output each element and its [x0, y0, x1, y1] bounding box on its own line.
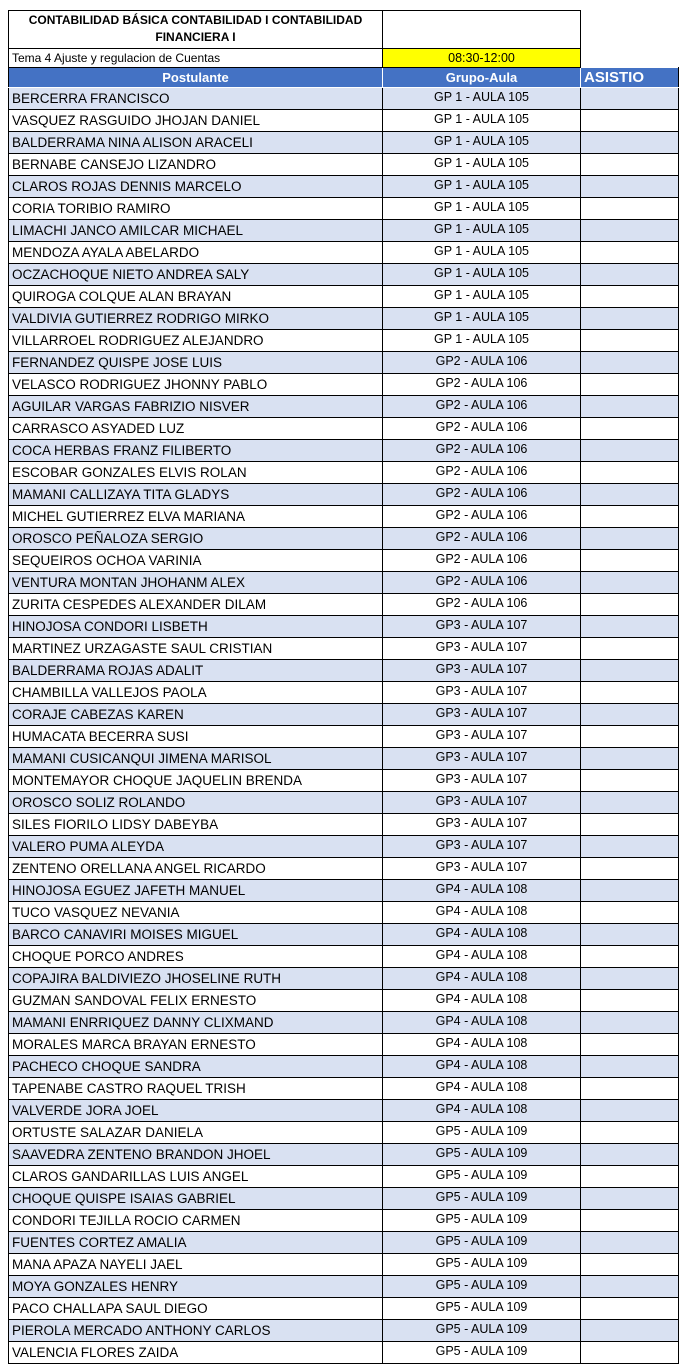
table-row	[9, 242, 679, 264]
postulante-cell[interactable]: OROSCO PEÑALOZA SERGIO	[9, 528, 383, 550]
table-row	[9, 1342, 679, 1364]
time-cell[interactable]: 08:30-12:00	[383, 49, 581, 68]
table-row	[9, 1078, 679, 1100]
asistio-cell[interactable]	[581, 880, 679, 902]
grupo-aula-cell[interactable]: GP 1 - AULA 105	[383, 110, 581, 132]
postulante-cell[interactable]: VELASCO RODRIGUEZ JHONNY PABLO	[9, 374, 383, 396]
postulante-cell[interactable]: CLAROS ROJAS DENNIS MARCELO	[9, 176, 383, 198]
asistio-cell[interactable]	[581, 550, 679, 572]
asistio-cell[interactable]	[581, 176, 679, 198]
postulante-cell[interactable]: PACHECO CHOQUE SANDRA	[9, 1056, 383, 1078]
table-row	[9, 748, 679, 770]
postulante-cell[interactable]: FUENTES CORTEZ AMALIA	[9, 1232, 383, 1254]
postulante-cell[interactable]: OCZACHOQUE NIETO ANDREA SALY	[9, 264, 383, 286]
asistio-cell[interactable]	[581, 440, 679, 462]
postulante-cell[interactable]: SAAVEDRA ZENTENO BRANDON JHOEL	[9, 1144, 383, 1166]
table-row	[9, 946, 679, 968]
table-row	[9, 902, 679, 924]
table-row	[9, 660, 679, 682]
asistio-cell[interactable]	[581, 792, 679, 814]
grupo-aula-cell[interactable]: GP3 - AULA 107	[383, 770, 581, 792]
asistio-cell[interactable]	[581, 1166, 679, 1188]
table-row	[9, 1122, 679, 1144]
postulante-cell[interactable]: BERCERRA FRANCISCO	[9, 88, 383, 110]
postulante-cell[interactable]: BALDERRAMA ROJAS ADALIT	[9, 660, 383, 682]
postulante-cell[interactable]: VALERO PUMA ALEYDA	[9, 836, 383, 858]
asistio-cell[interactable]	[581, 1034, 679, 1056]
table-row	[9, 924, 679, 946]
grupo-aula-cell[interactable]: GP3 - AULA 107	[383, 682, 581, 704]
grupo-aula-cell[interactable]: GP4 - AULA 108	[383, 1034, 581, 1056]
grupo-aula-cell[interactable]: GP5 - AULA 109	[383, 1342, 581, 1364]
postulante-cell[interactable]: COCA HERBAS FRANZ FILIBERTO	[9, 440, 383, 462]
asistio-cell[interactable]	[581, 1056, 679, 1078]
asistio-cell[interactable]	[581, 616, 679, 638]
grupo-aula-cell[interactable]: GP5 - AULA 109	[383, 1254, 581, 1276]
asistio-cell[interactable]	[581, 1012, 679, 1034]
table-row	[9, 88, 679, 110]
postulante-cell[interactable]: OROSCO SOLIZ ROLANDO	[9, 792, 383, 814]
grupo-aula-cell[interactable]: GP2 - AULA 106	[383, 352, 581, 374]
table-row	[9, 572, 679, 594]
table-row	[9, 836, 679, 858]
grupo-aula-cell[interactable]: GP2 - AULA 106	[383, 462, 581, 484]
table-row	[9, 396, 679, 418]
postulante-cell[interactable]: CLAROS GANDARILLAS LUIS ANGEL	[9, 1166, 383, 1188]
course-title-line2: FINANCIERA I	[155, 30, 236, 44]
asistio-cell[interactable]	[581, 462, 679, 484]
asistio-cell[interactable]	[581, 770, 679, 792]
table-row	[9, 682, 679, 704]
asistio-cell[interactable]	[581, 396, 679, 418]
table-row	[9, 286, 679, 308]
table-row	[9, 1166, 679, 1188]
asistio-cell[interactable]	[581, 220, 679, 242]
grupo-aula-cell[interactable]: GP2 - AULA 106	[383, 396, 581, 418]
asistio-cell[interactable]	[581, 418, 679, 440]
grupo-aula-cell[interactable]: GP2 - AULA 106	[383, 528, 581, 550]
column-header-postulante[interactable]: Postulante	[9, 68, 383, 88]
asistio-cell[interactable]	[581, 1232, 679, 1254]
grupo-aula-cell[interactable]: GP5 - AULA 109	[383, 1144, 581, 1166]
table-row	[9, 858, 679, 880]
table-row	[9, 1276, 679, 1298]
grupo-aula-cell[interactable]: GP2 - AULA 106	[383, 484, 581, 506]
asistio-cell[interactable]	[581, 484, 679, 506]
postulante-cell[interactable]: PACO CHALLAPA SAUL DIEGO	[9, 1298, 383, 1320]
empty-header-cell[interactable]	[383, 11, 581, 49]
postulante-cell[interactable]: SILES FIORILO LIDSY DABEYBA	[9, 814, 383, 836]
table-row	[9, 374, 679, 396]
grupo-aula-cell[interactable]: GP5 - AULA 109	[383, 1210, 581, 1232]
grupo-aula-cell[interactable]: GP5 - AULA 109	[383, 1188, 581, 1210]
asistio-cell[interactable]	[581, 1078, 679, 1100]
postulante-cell[interactable]: GUZMAN SANDOVAL FELIX ERNESTO	[9, 990, 383, 1012]
table-row	[9, 1034, 679, 1056]
table-row	[9, 484, 679, 506]
postulante-cell[interactable]: ORTUSTE SALAZAR DANIELA	[9, 1122, 383, 1144]
grupo-aula-cell[interactable]: GP4 - AULA 108	[383, 902, 581, 924]
grupo-aula-cell[interactable]: GP4 - AULA 108	[383, 1012, 581, 1034]
table-row	[9, 176, 679, 198]
grupo-aula-cell[interactable]: GP4 - AULA 108	[383, 1056, 581, 1078]
asistio-cell[interactable]	[581, 836, 679, 858]
table-row	[9, 550, 679, 572]
asistio-cell[interactable]	[581, 924, 679, 946]
asistio-cell[interactable]	[581, 110, 679, 132]
asistio-cell[interactable]	[581, 660, 679, 682]
grupo-aula-cell[interactable]: GP5 - AULA 109	[383, 1276, 581, 1298]
postulante-cell[interactable]: MAMANI CUSICANQUI JIMENA MARISOL	[9, 748, 383, 770]
asistio-cell[interactable]	[581, 264, 679, 286]
grupo-aula-cell[interactable]: GP 1 - AULA 105	[383, 308, 581, 330]
postulante-cell[interactable]: VILLARROEL RODRIGUEZ ALEJANDRO	[9, 330, 383, 352]
asistio-cell[interactable]	[581, 572, 679, 594]
table-row	[9, 990, 679, 1012]
grupo-aula-cell[interactable]: GP5 - AULA 109	[383, 1232, 581, 1254]
asistio-cell[interactable]	[581, 704, 679, 726]
grupo-aula-cell[interactable]: GP4 - AULA 108	[383, 968, 581, 990]
table-row	[9, 726, 679, 748]
asistio-cell[interactable]	[581, 154, 679, 176]
postulante-cell[interactable]: LIMACHI JANCO AMILCAR MICHAEL	[9, 220, 383, 242]
asistio-cell[interactable]	[581, 726, 679, 748]
grupo-aula-cell[interactable]: GP3 - AULA 107	[383, 858, 581, 880]
grupo-aula-cell[interactable]: GP 1 - AULA 105	[383, 176, 581, 198]
postulante-cell[interactable]: CORIA TORIBIO RAMIRO	[9, 198, 383, 220]
asistio-cell[interactable]	[581, 1122, 679, 1144]
table-row	[9, 154, 679, 176]
table-row	[9, 110, 679, 132]
grupo-aula-cell[interactable]: GP2 - AULA 106	[383, 418, 581, 440]
postulante-cell[interactable]: ZENTENO ORELLANA ANGEL RICARDO	[9, 858, 383, 880]
blank-cell	[581, 11, 679, 49]
postulante-cell[interactable]: COPAJIRA BALDIVIEZO JHOSELINE RUTH	[9, 968, 383, 990]
asistio-cell[interactable]	[581, 1254, 679, 1276]
asistio-cell[interactable]	[581, 352, 679, 374]
table-row	[9, 1320, 679, 1342]
column-header-asistio[interactable]: ASISTIO	[581, 68, 679, 88]
postulante-cell[interactable]: ZURITA CESPEDES ALEXANDER DILAM	[9, 594, 383, 616]
asistio-cell[interactable]	[581, 1188, 679, 1210]
grupo-aula-cell[interactable]: GP2 - AULA 106	[383, 440, 581, 462]
grupo-aula-cell[interactable]: GP2 - AULA 106	[383, 594, 581, 616]
postulante-cell[interactable]: MANA APAZA NAYELI JAEL	[9, 1254, 383, 1276]
grupo-aula-cell[interactable]: GP 1 - AULA 105	[383, 88, 581, 110]
title-row	[9, 11, 679, 49]
table-row	[9, 704, 679, 726]
table-row	[9, 462, 679, 484]
postulante-cell[interactable]: CHOQUE PORCO ANDRES	[9, 946, 383, 968]
topic-row	[9, 49, 679, 68]
table-row	[9, 440, 679, 462]
postulante-cell[interactable]: MENDOZA AYALA ABELARDO	[9, 242, 383, 264]
column-header-row	[9, 68, 679, 88]
table-row	[9, 330, 679, 352]
table-row	[9, 1144, 679, 1166]
grupo-aula-cell[interactable]: GP3 - AULA 107	[383, 660, 581, 682]
asistio-cell[interactable]	[581, 814, 679, 836]
asistio-cell[interactable]	[581, 858, 679, 880]
table-row	[9, 528, 679, 550]
postulante-cell[interactable]: TUCO VASQUEZ NEVANIA	[9, 902, 383, 924]
asistio-cell[interactable]	[581, 594, 679, 616]
grupo-aula-cell[interactable]: GP3 - AULA 107	[383, 704, 581, 726]
postulante-cell[interactable]: BERNABE CANSEJO LIZANDRO	[9, 154, 383, 176]
grupo-aula-cell[interactable]: GP4 - AULA 108	[383, 990, 581, 1012]
postulante-cell[interactable]: CARRASCO ASYADED LUZ	[9, 418, 383, 440]
postulante-cell[interactable]: BALDERRAMA NINA ALISON ARACELI	[9, 132, 383, 154]
table-row	[9, 792, 679, 814]
topic-cell[interactable]: Tema 4 Ajuste y regulacion de Cuentas	[9, 49, 383, 68]
asistio-cell[interactable]	[581, 638, 679, 660]
postulante-cell[interactable]: BARCO CANAVIRI MOISES MIGUEL	[9, 924, 383, 946]
grupo-aula-cell[interactable]: GP 1 - AULA 105	[383, 154, 581, 176]
postulante-cell[interactable]: MARTINEZ URZAGASTE SAUL CRISTIAN	[9, 638, 383, 660]
grupo-aula-cell[interactable]: GP5 - AULA 109	[383, 1122, 581, 1144]
table-row	[9, 352, 679, 374]
grupo-aula-cell[interactable]: GP3 - AULA 107	[383, 748, 581, 770]
asistio-cell[interactable]	[581, 198, 679, 220]
asistio-cell[interactable]	[581, 682, 679, 704]
grupo-aula-cell[interactable]: GP3 - AULA 107	[383, 814, 581, 836]
grupo-aula-cell[interactable]: GP2 - AULA 106	[383, 506, 581, 528]
asistio-cell[interactable]	[581, 132, 679, 154]
table-row	[9, 506, 679, 528]
postulante-cell[interactable]: SEQUEIROS OCHOA VARINIA	[9, 550, 383, 572]
grupo-aula-cell[interactable]: GP 1 - AULA 105	[383, 264, 581, 286]
table-row	[9, 1210, 679, 1232]
postulante-cell[interactable]: PIEROLA MERCADO ANTHONY CARLOS	[9, 1320, 383, 1342]
table-row	[9, 1188, 679, 1210]
postulante-cell[interactable]: HINOJOSA EGUEZ JAFETH MANUEL	[9, 880, 383, 902]
grupo-aula-cell[interactable]: GP4 - AULA 108	[383, 1078, 581, 1100]
table-row	[9, 308, 679, 330]
postulante-cell[interactable]: AGUILAR VARGAS FABRIZIO NISVER	[9, 396, 383, 418]
postulante-cell[interactable]: VENTURA MONTAN JHOHANM ALEX	[9, 572, 383, 594]
postulante-cell[interactable]: CONDORI TEJILLA ROCIO CARMEN	[9, 1210, 383, 1232]
grupo-aula-cell[interactable]: GP3 - AULA 107	[383, 836, 581, 858]
grupo-aula-cell[interactable]: GP 1 - AULA 105	[383, 132, 581, 154]
grupo-aula-cell[interactable]: GP 1 - AULA 105	[383, 220, 581, 242]
table-row	[9, 1298, 679, 1320]
postulante-cell[interactable]: CHOQUE QUISPE ISAIAS GABRIEL	[9, 1188, 383, 1210]
grupo-aula-cell[interactable]: GP5 - AULA 109	[383, 1320, 581, 1342]
postulante-cell[interactable]: MAMANI CALLIZAYA TITA GLADYS	[9, 484, 383, 506]
postulante-cell[interactable]: MORALES MARCA BRAYAN ERNESTO	[9, 1034, 383, 1056]
postulante-cell[interactable]: MICHEL GUTIERREZ ELVA MARIANA	[9, 506, 383, 528]
table-row	[9, 638, 679, 660]
table-row	[9, 968, 679, 990]
asistio-cell[interactable]	[581, 242, 679, 264]
asistio-cell[interactable]	[581, 374, 679, 396]
grupo-aula-cell[interactable]: GP3 - AULA 107	[383, 726, 581, 748]
asistio-cell[interactable]	[581, 990, 679, 1012]
table-row	[9, 814, 679, 836]
grupo-aula-cell[interactable]: GP3 - AULA 107	[383, 792, 581, 814]
table-row	[9, 1232, 679, 1254]
table-row	[9, 198, 679, 220]
asistio-cell[interactable]	[581, 330, 679, 352]
asistio-cell[interactable]	[581, 748, 679, 770]
asistio-cell[interactable]	[581, 286, 679, 308]
asistio-cell[interactable]	[581, 88, 679, 110]
asistio-cell[interactable]	[581, 308, 679, 330]
table-row	[9, 264, 679, 286]
postulante-cell[interactable]: VALDIVIA GUTIERREZ RODRIGO MIRKO	[9, 308, 383, 330]
asistio-cell[interactable]	[581, 968, 679, 990]
postulante-cell[interactable]: HUMACATA BECERRA SUSI	[9, 726, 383, 748]
grupo-aula-cell[interactable]: GP 1 - AULA 105	[383, 242, 581, 264]
grupo-aula-cell[interactable]: GP4 - AULA 108	[383, 880, 581, 902]
asistio-cell[interactable]	[581, 1276, 679, 1298]
table-row	[9, 1254, 679, 1276]
asistio-cell[interactable]	[581, 1298, 679, 1320]
postulante-cell[interactable]: TAPENABE CASTRO RAQUEL TRISH	[9, 1078, 383, 1100]
grupo-aula-cell[interactable]: GP2 - AULA 106	[383, 374, 581, 396]
asistio-cell[interactable]	[581, 902, 679, 924]
asistio-cell[interactable]	[581, 1100, 679, 1122]
grupo-aula-cell[interactable]: GP2 - AULA 106	[383, 550, 581, 572]
asistio-cell[interactable]	[581, 1144, 679, 1166]
postulante-cell[interactable]: VALENCIA FLORES ZAIDA	[9, 1342, 383, 1364]
grupo-aula-cell[interactable]: GP 1 - AULA 105	[383, 330, 581, 352]
postulante-cell[interactable]: MAMANI ENRRIQUEZ DANNY CLIXMAND	[9, 1012, 383, 1034]
postulante-cell[interactable]: CHAMBILLA VALLEJOS PAOLA	[9, 682, 383, 704]
blank-cell	[581, 49, 679, 68]
postulante-cell[interactable]: CORAJE CABEZAS KAREN	[9, 704, 383, 726]
grupo-aula-cell[interactable]: GP2 - AULA 106	[383, 572, 581, 594]
grupo-aula-cell[interactable]: GP 1 - AULA 105	[383, 198, 581, 220]
postulante-cell[interactable]: MONTEMAYOR CHOQUE JAQUELIN BRENDA	[9, 770, 383, 792]
table-row	[9, 770, 679, 792]
course-title[interactable]	[9, 11, 383, 49]
asistio-cell[interactable]	[581, 528, 679, 550]
column-header-grupo-aula[interactable]: Grupo-Aula	[383, 68, 581, 88]
postulante-cell[interactable]: ESCOBAR GONZALES ELVIS ROLAN	[9, 462, 383, 484]
grupo-aula-cell[interactable]: GP 1 - AULA 105	[383, 286, 581, 308]
table-row	[9, 132, 679, 154]
asistio-cell[interactable]	[581, 1320, 679, 1342]
postulante-cell[interactable]: MOYA GONZALES HENRY	[9, 1276, 383, 1298]
grupo-aula-cell[interactable]: GP3 - AULA 107	[383, 616, 581, 638]
postulante-cell[interactable]: VASQUEZ RASGUIDO JHOJAN DANIEL	[9, 110, 383, 132]
grupo-aula-cell[interactable]: GP3 - AULA 107	[383, 638, 581, 660]
grupo-aula-cell[interactable]: GP4 - AULA 108	[383, 924, 581, 946]
table-row	[9, 1012, 679, 1034]
table-row	[9, 880, 679, 902]
table-row	[9, 616, 679, 638]
grupo-aula-cell[interactable]: GP5 - AULA 109	[383, 1166, 581, 1188]
asistio-cell[interactable]	[581, 1210, 679, 1232]
attendance-table	[8, 10, 679, 1364]
asistio-cell[interactable]	[581, 506, 679, 528]
postulante-cell[interactable]: VALVERDE JORA JOEL	[9, 1100, 383, 1122]
table-row	[9, 1056, 679, 1078]
attendance-sheet	[8, 10, 678, 1364]
postulante-cell[interactable]: FERNANDEZ QUISPE JOSE LUIS	[9, 352, 383, 374]
table-row	[9, 418, 679, 440]
asistio-cell[interactable]	[581, 946, 679, 968]
postulante-cell[interactable]: QUIROGA COLQUE ALAN BRAYAN	[9, 286, 383, 308]
table-row	[9, 594, 679, 616]
table-row	[9, 1100, 679, 1122]
asistio-cell[interactable]	[581, 1342, 679, 1364]
postulante-cell[interactable]: HINOJOSA CONDORI LISBETH	[9, 616, 383, 638]
grupo-aula-cell[interactable]: GP4 - AULA 108	[383, 946, 581, 968]
table-row	[9, 220, 679, 242]
grupo-aula-cell[interactable]: GP4 - AULA 108	[383, 1100, 581, 1122]
grupo-aula-cell[interactable]: GP5 - AULA 109	[383, 1298, 581, 1320]
course-title-line1: CONTABILIDAD BÁSICA CONTABILIDAD I CONTABILIDAD	[28, 13, 363, 27]
